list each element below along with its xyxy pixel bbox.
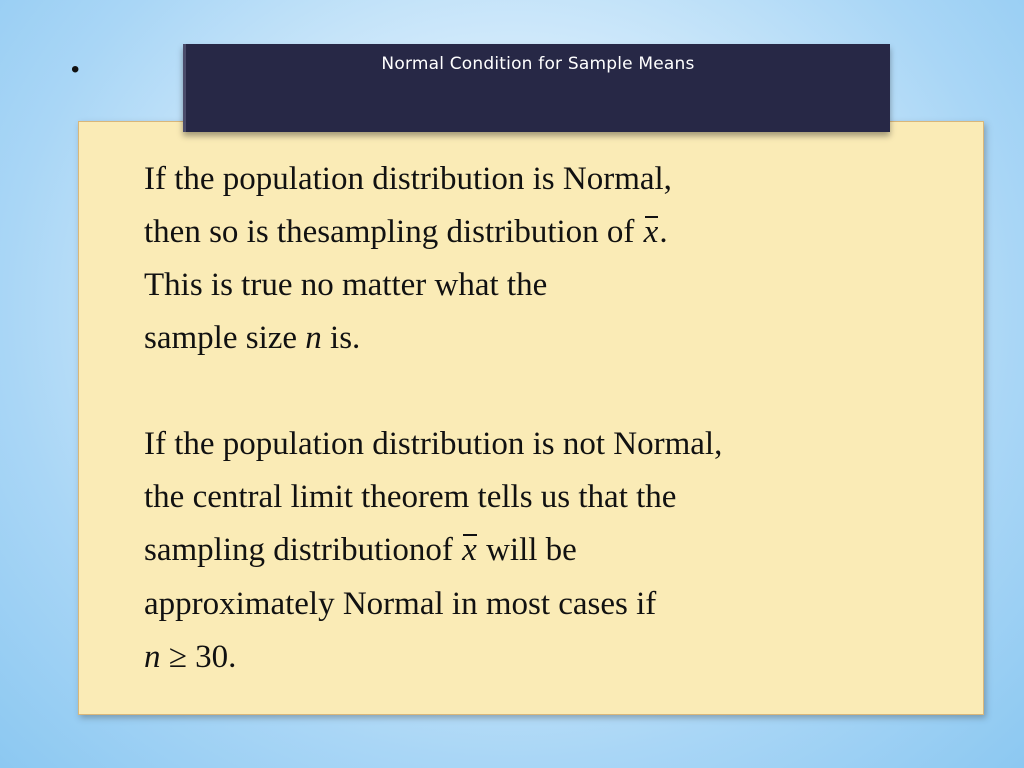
slide-title: Normal Condition for Sample Means xyxy=(381,54,695,74)
content-box xyxy=(78,121,984,715)
p2-line5-end: ≥ 30. xyxy=(160,639,237,675)
n-symbol: n xyxy=(305,320,322,356)
p1-line4 xyxy=(144,322,360,355)
x-bar-symbol: x xyxy=(643,214,659,250)
p1-line2 xyxy=(144,216,668,249)
p2-line3 xyxy=(144,534,577,567)
p2-line4: approximately Normal in most cases if xyxy=(144,586,657,622)
p2-line3-text: sampling distributionof xyxy=(144,532,462,568)
p1-line4-end: is. xyxy=(330,320,361,356)
p1-line1: If the population distribution is Normal, xyxy=(144,161,672,197)
title-bar xyxy=(183,44,890,132)
n-symbol: n xyxy=(144,639,161,675)
p2-line2: the central limit theorem tells us that the xyxy=(144,479,677,515)
slide-bullet: • xyxy=(71,56,80,83)
p1-line3: This is true no matter what the xyxy=(144,267,548,303)
p2-line1: If the population distribution is not Normal, xyxy=(144,426,723,462)
p1-line2-text: then so is thesampling distribution of xyxy=(144,214,643,250)
p2-line5 xyxy=(144,641,236,674)
p1-line2-end: . xyxy=(659,214,668,250)
p2-line3-end: will be xyxy=(486,532,577,568)
p1-line4-text: sample size xyxy=(144,320,306,356)
x-bar-symbol: x xyxy=(462,532,477,568)
